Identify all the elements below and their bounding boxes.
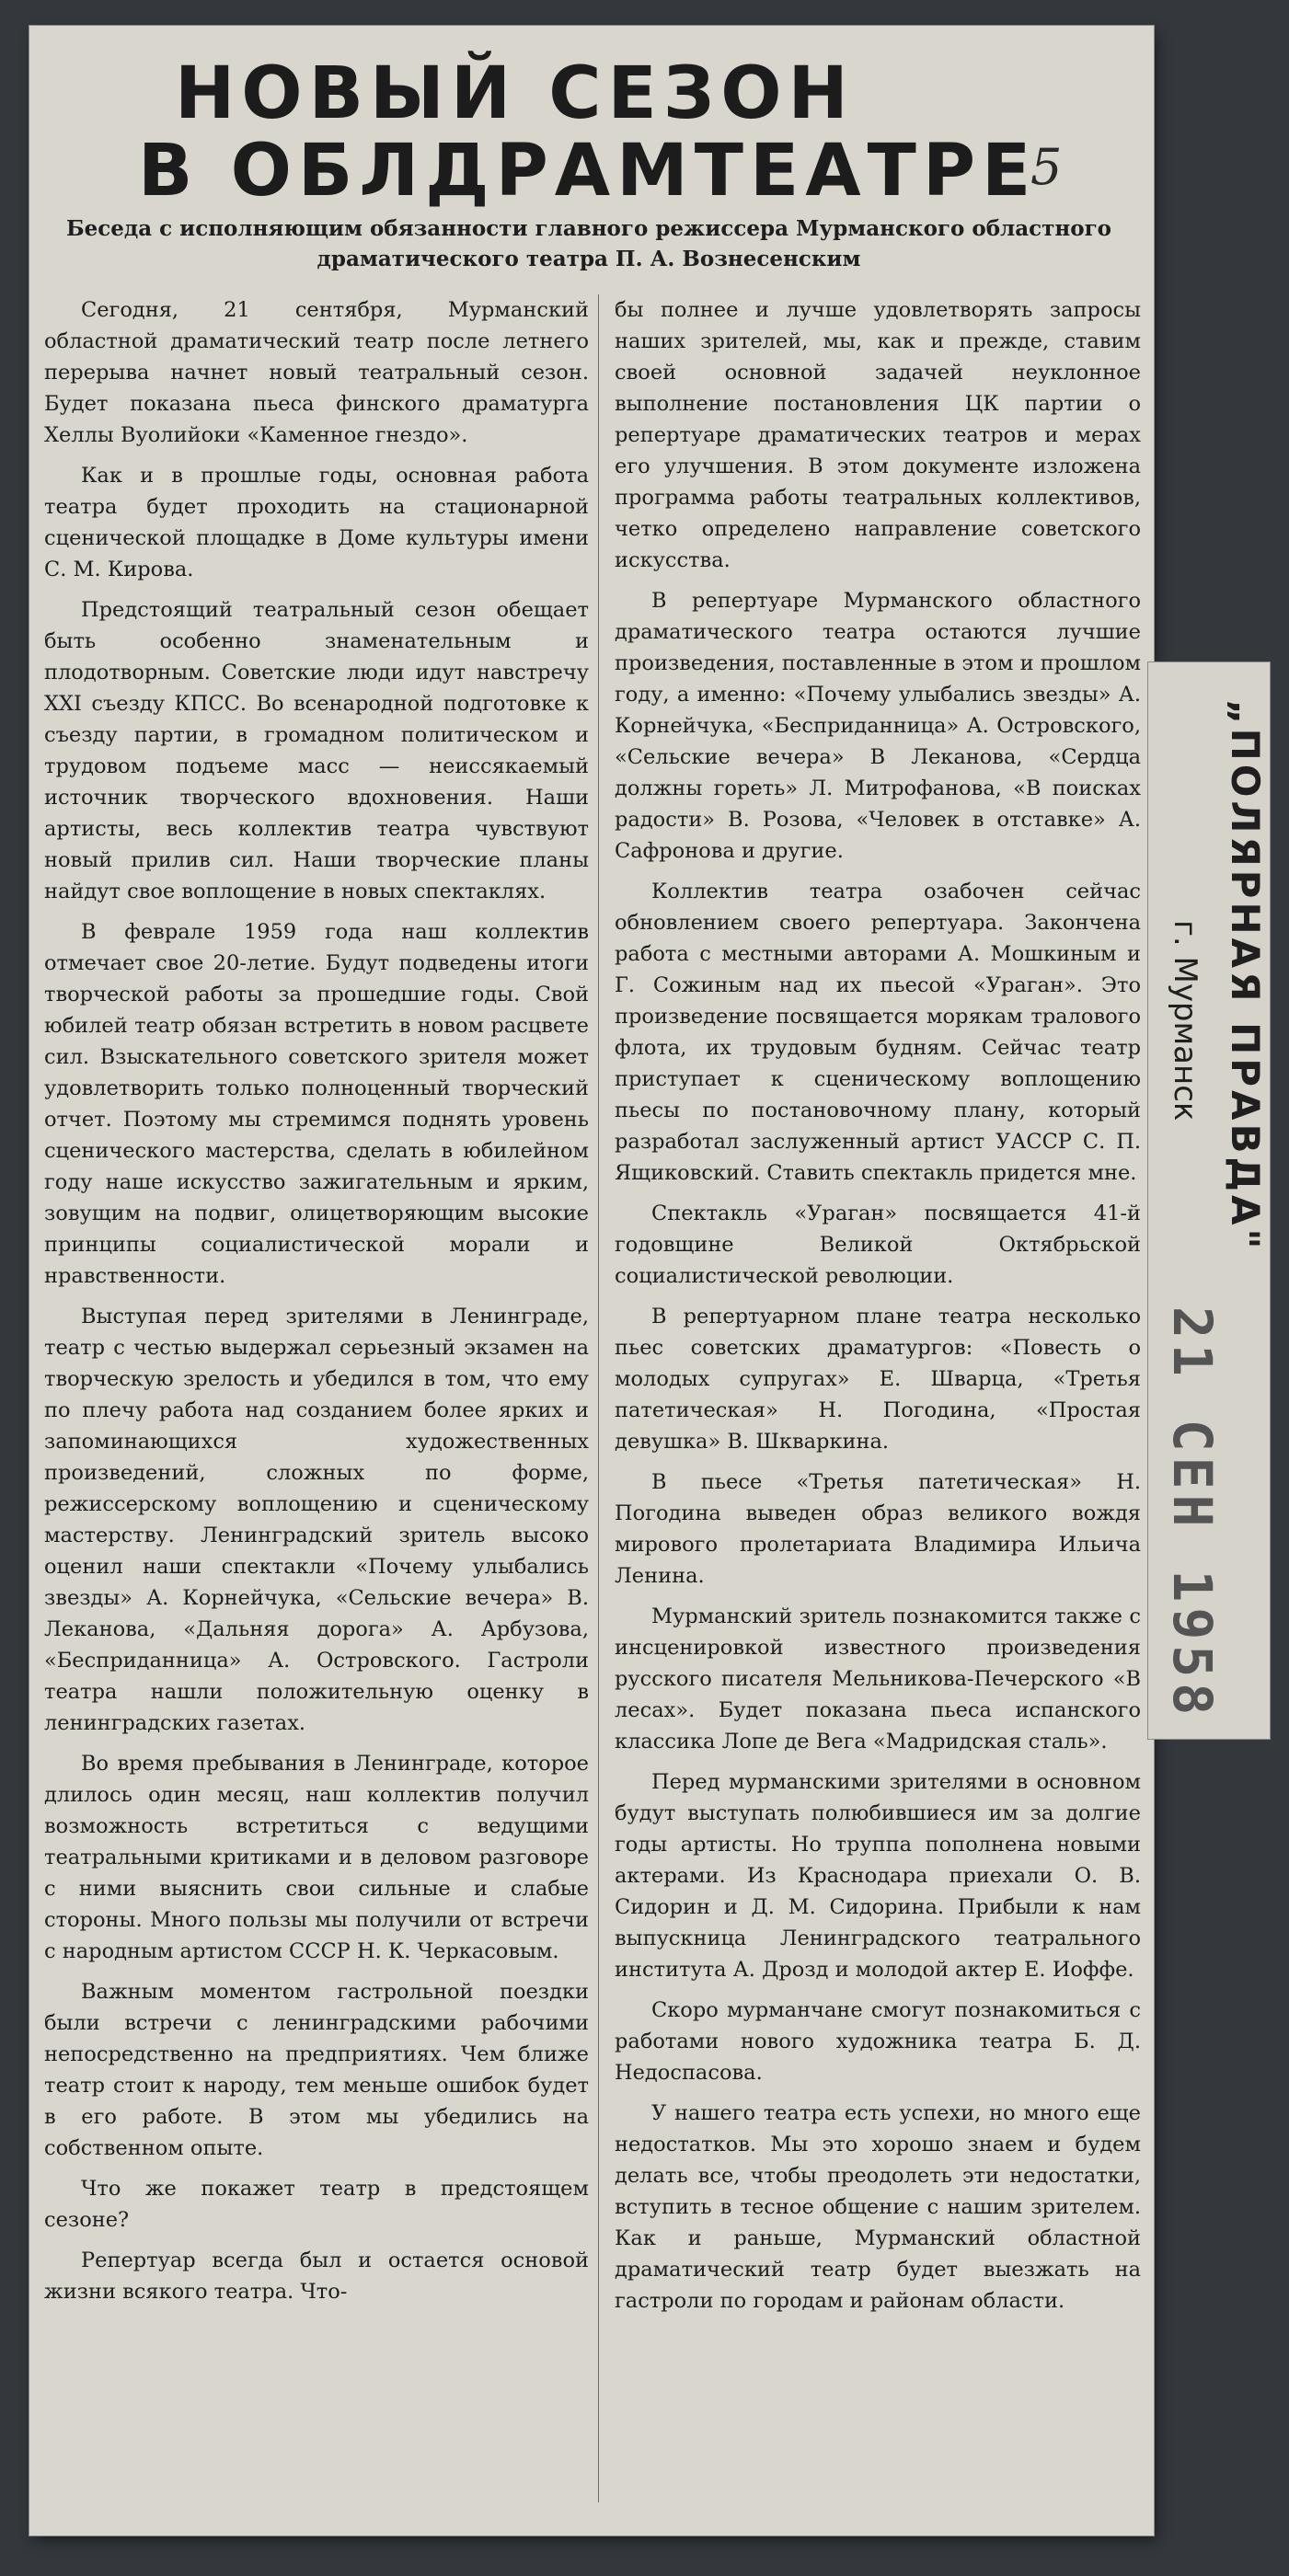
- paragraph: В репертуарном плане театра несколько пьес советских драматургов: «Повесть о молодых супругах» Е. Шварца, «Третья патетическая» Н. Погодина, «Простая девушка» В. Шкваркина.: [615, 1305, 1141, 1454]
- paragraph: Скоро мурманчане смогут познакомиться с работами нового художника театра Б. Д. Недоспасова.: [615, 1998, 1141, 2085]
- paragraph: Репертуар всегда был и остается основой жизни всякого театра. Что-: [44, 2248, 589, 2304]
- paragraph: Важным моментом гастрольной поездки были встречи с ленинградскими рабочими непосредственно на предприятиях. Чем ближе театр стоит к народу, тем меньше ошибок будет в его работе. В этом мы убедились на собственном опыте.: [44, 1980, 589, 2160]
- paragraph: Коллектив театра озабочен сейчас обновлением своего репертуара. Закончена работа с местными авторами А. Мошкиным и Г. Сожиным над их пьесой «Ураган». Это произведение посвящается морякам тралового флота, их трудовым будням. Сейчас театр приступает к сценическому воплощению пьесы по постановочному плану, который разработал заслуженный артист УАССР С. П. Ящиковский. Ставить спектакль придется мне.: [615, 880, 1141, 1185]
- paragraph: Спектакль «Ураган» посвящается 41-й годовщине Великой Октябрьской социалистической революции.: [615, 1202, 1141, 1288]
- paragraph: Перед мурманскими зрителями в основном будут выступать полюбившиеся им за долгие годы артисты. Но труппа пополнена новыми актерами. Из Краснодара приехали О. В. Сидорин и Д. М. Сидорина. Прибыли к нам выпускница Ленинградского театрального института А. Дрозд и молодой актер Е. Иоффе.: [615, 1770, 1141, 1982]
- paragraph: Выступая перед зрителями в Ленинграде, театр с честью выдержал серьезный экзамен на творческую зрелость и убедился в том, что ему по плечу работа над созданием более ярких и запоминающихся художественных произведений, сложных по форме, режиссерскому воплощению и сценическому мастерству. Ленинградский зритель высоко оценил наши спектакли «Почему улыбались звезды» А. Корнейчука, «Сельские вечера» В. Леканова, «Дальняя дорога» А. Арбузова, «Бесприданница» А. Островского. Гастроли театра нашли положительную оценку в ленинградских газетах.: [44, 1305, 589, 1735]
- date-stamp-text: 21 СЕН 1958: [1161, 1306, 1224, 1721]
- paragraph: Предстоящий театральный сезон обещает быть особенно знаменательным и плодотворным. Советские люди идут навстречу XXI съезду КПСС. Во всенародной подготовке к съезду партии, в громадном политическом и трудовом подъеме масс — неиссякаемый источник творческого вдохновения. Наши артисты, весь коллектив театра чувствуют новый прилив сил. Наши творческие планы найдут свое воплощение в новых спектаклях.: [44, 598, 589, 903]
- paragraph: Во время пребывания в Ленинграде, которое длилось один месяц, наш коллектив получил возможность встретиться с ведущими театральными критиками и в деловом разговоре с ними выяснить свои сильные и слабые стороны. Много пользы мы получили от встречи с народным артистом СССР Н. К. Черкасовым.: [44, 1752, 589, 1963]
- headline-line-1: НОВЫЙ СЕЗОН: [175, 52, 855, 135]
- paragraph: В феврале 1959 года наш коллектив отмечает свое 20-летие. Будут подведены итоги творческой работы за прошедшие годы. Свой юбилей театр обязан встретить в новом расцвете сил. Взыскательного советского зрителя может удовлетворить только полноценный творческий отчет. Поэтому мы стремимся поднять уровень сценического мастерства, сделать в юбилейном году наше искусство зажигательным и ярким, зовущим на подвиг, олицетворяющим высокие принципы социалистической морали и нравственности.: [44, 920, 589, 1288]
- right-column: [615, 294, 1141, 2326]
- column-divider: [598, 294, 599, 2502]
- paragraph: Как и в прошлые годы, основная работа театра будет проходить на стационарной сценической площадке в Доме культуры имени С. М. Кирова.: [44, 464, 589, 581]
- paragraph: У нашего театра есть успехи, но много еще недостатков. Мы это хорошо знаем и будем делать все, чтобы преодолеть эти недостатки, вступить в тесное общение с нашим зрителем. Как и раньше, Мурманский областной драматический театр будет выезжать на гастроли по городам и районам области.: [615, 2101, 1141, 2313]
- headline-line-2: В ОБЛДРАМТЕАТРЕ: [138, 130, 1038, 213]
- paragraph: В репертуаре Мурманского областного драматического театра остаются лучшие произведения, поставленные в этом и прошлом году, а именно: «Почему улыбались звезды» А. Корнейчука, «Бесприданница» А. Островского, «Сельские вечера» В Леканова, «Сердца должны гореть» Л. Митрофанова, «В поисках радости» В. Розова, «Человек в отставке» А. Сафронова и другие.: [615, 589, 1141, 863]
- paragraph: Что же покажет театр в предстоящем сезоне?: [44, 2177, 589, 2232]
- handwritten-mark: 5: [1030, 138, 1063, 196]
- article-subheading: Беседа с исполняющим обязанности главного режиссера Мурманского областного драматического театра П. А. Вознесенским: [65, 216, 1112, 271]
- article-headline: [74, 52, 1086, 213]
- date-stamp: [1132, 1306, 1242, 1748]
- paragraph: Сегодня, 21 сентября, Мурманский областной драматический театр после летнего перерыва начнет новый театральный сезон. Будет показана пьеса финского драматурга Хеллы Вуолийоки «Каменное гнездо».: [44, 298, 589, 447]
- newspaper-name: „ПОЛЯРНАЯ ПРАВДА": [1223, 699, 1268, 1253]
- paragraph: бы полнее и лучше удовлетворять запросы наших зрителей, мы, как и прежде, ставим своей основной задачей неуклонное выполнение постановления ЦК партии о репертуаре драматических театров и мерах его улучшения. В этом документе изложена программа работы театральных коллективов, четко определено направление советского искусства.: [615, 298, 1141, 572]
- newspaper-city: г. Мурманск: [1167, 920, 1203, 1121]
- left-column: [44, 294, 589, 2317]
- paragraph: В пьесе «Третья патетическая» Н. Погодина выведен образ великого вождя мирового пролетариата Владимира Ильича Ленина.: [615, 1470, 1141, 1588]
- paragraph: Мурманский зритель познакомится также с инсценировкой известного произведения русского писателя Мельникова-Печерского «В лесах». Будет показана пьеса испанского классика Лопе де Вега «Мадридская сталь».: [615, 1604, 1141, 1754]
